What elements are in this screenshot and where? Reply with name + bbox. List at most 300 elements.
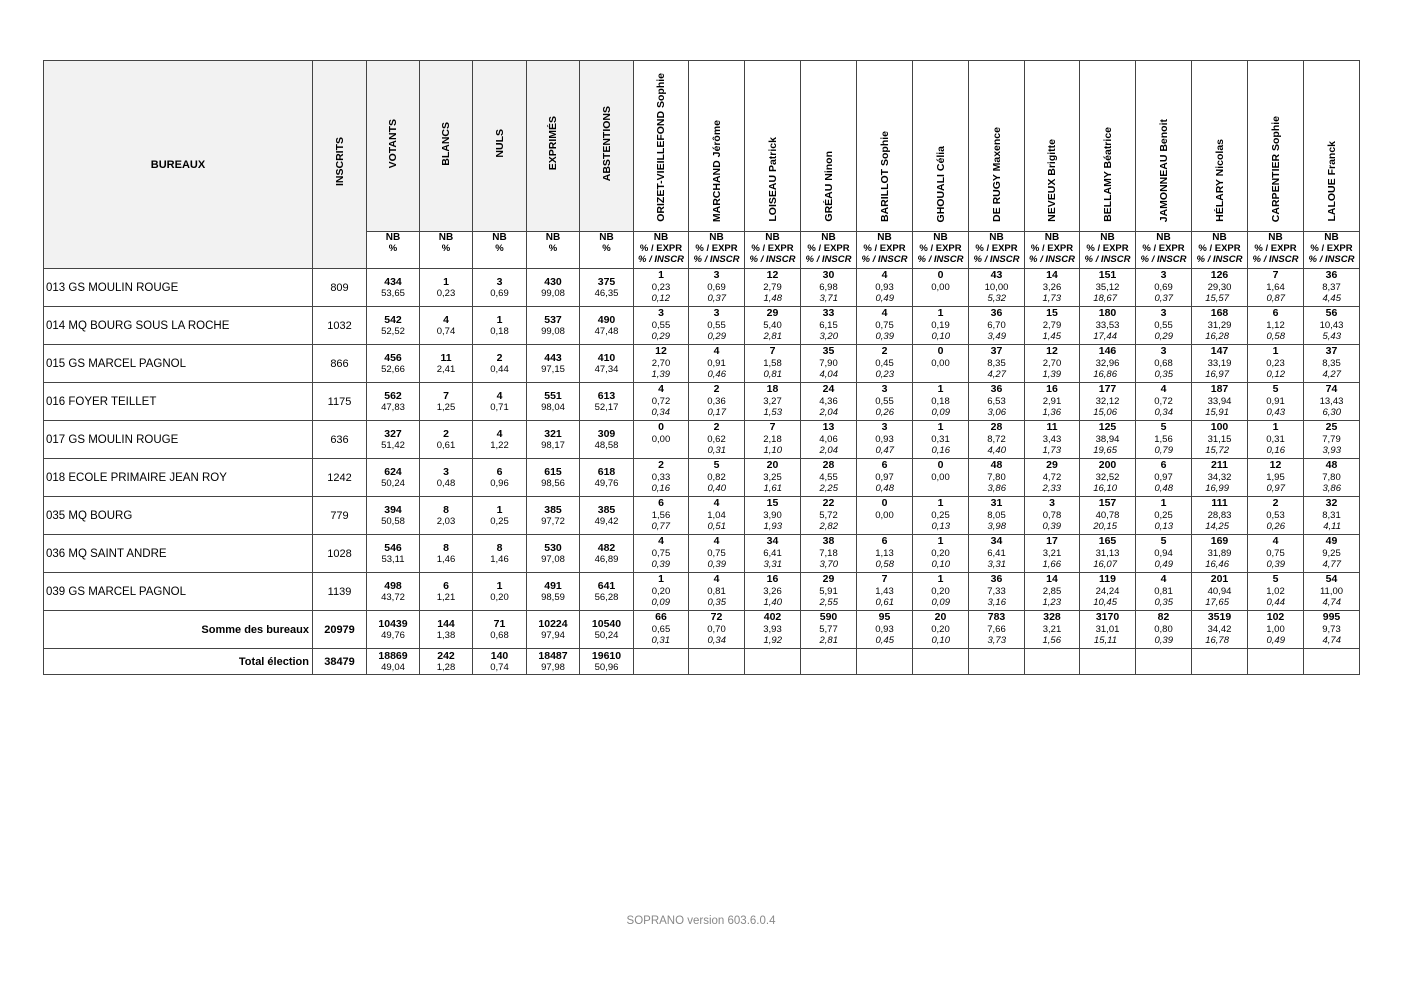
cand-count: 1 [937,497,944,509]
cand-pct-inscr: 16,99 [1205,483,1229,494]
stat-cell [473,535,527,573]
cand-count: 6 [1160,459,1167,471]
stat-count: 3 [443,465,449,478]
cand-pct-expr: 9,73 [1322,623,1341,635]
cand-pct-inscr: 1,39 [1042,369,1061,380]
cand-pct-expr: 0,93 [875,433,894,445]
cand-count: 0 [658,421,664,433]
cand-pct-inscr: 4,27 [1322,369,1341,380]
candidate-cell [913,421,969,459]
empty-cell [857,649,913,675]
sub-nb: NB [438,232,454,243]
cand-pct-expr: 33,94 [1207,395,1232,407]
cand-count: 0 [937,269,944,281]
cand-pct-inscr: 3,73 [987,635,1006,646]
cand-count: 2 [658,459,664,471]
cand-count: 43 [990,269,1003,281]
bureau-inscrits: 1032 [313,307,367,345]
cand-count: 48 [990,459,1003,471]
stat-cell [527,307,580,345]
stat-pct: 46,89 [594,553,619,565]
cand-pct-expr: 0,72 [1154,395,1173,407]
cand-pct-expr: 0,93 [875,623,894,635]
cand-pct-expr: 28,83 [1207,509,1232,521]
cand-count: 72 [710,611,723,623]
cand-pct-expr: 31,01 [1095,623,1120,635]
candidate-cell [1248,611,1304,649]
cand-count: 0 [937,459,944,471]
candidate-cell [689,383,745,421]
stat-cell [580,611,634,649]
cand-pct-expr: 38,94 [1095,433,1120,445]
cand-pct-expr: 8,35 [987,357,1006,369]
cand-count: 20 [766,459,779,471]
bureau-name: 035 MQ BOURG [44,497,313,535]
cand-pct-inscr: 1,45 [1042,331,1061,342]
cand-pct-expr: 7,80 [987,471,1006,483]
cand-pct-inscr: 0,10 [931,331,950,342]
stat-count: 530 [544,541,562,554]
cand-pct-inscr: 4,74 [1322,635,1341,646]
cand-pct-inscr: 1,53 [763,407,782,418]
sub-expr: % / EXPR [1254,243,1297,254]
candidate-cell [1304,573,1360,611]
cand-pct-expr: 33,19 [1207,357,1232,369]
sub-inscr: % / INSCR [1252,254,1299,265]
candidate-cell [689,535,745,573]
cand-count: 6 [658,497,664,509]
cand-pct-inscr: 0,34 [651,407,670,418]
cand-pct-expr: 0,55 [651,319,671,331]
header-candidate-3 [801,61,857,232]
cand-pct-expr: 0,68 [1154,357,1173,369]
stat-pct: 47,34 [594,363,619,375]
cand-count: 168 [1210,307,1229,319]
cand-count: 201 [1210,573,1229,585]
stat-pct: 98,59 [541,591,565,603]
candidate-cell [913,497,969,535]
stat-pct: 1,22 [490,439,509,451]
cand-pct-inscr: 6,30 [1322,407,1341,418]
stat-count: 546 [384,541,402,554]
stat-pct: 0,74 [436,325,456,337]
stat-count: 140 [490,649,509,662]
candidate-cell [1080,421,1136,459]
cand-pct-expr: 1,95 [1266,471,1285,483]
cand-pct-expr: 2,18 [763,433,782,445]
cand-pct-expr: 0,62 [707,433,726,445]
candidate-cell [1136,345,1192,383]
cand-count: 34 [990,535,1003,547]
candidate-cell [913,383,969,421]
sub-nb: NB [1156,232,1171,243]
cand-count: 4 [713,497,720,509]
stat-cell [420,307,473,345]
total-inscrits: 38479 [313,649,367,675]
candidate-cell [1248,497,1304,535]
cand-pct-expr: 0,81 [707,585,726,597]
cand-pct-expr: 3,43 [1042,433,1062,445]
cand-pct-expr: 0,31 [931,433,950,445]
cand-pct-expr: 6,70 [987,319,1006,331]
cand-pct-expr: 0,19 [931,319,950,331]
cand-pct-expr: 8,05 [987,509,1006,521]
results-table [43,60,1360,675]
bureau-inscrits: 1139 [313,573,367,611]
total-row [44,649,1360,675]
cand-pct-inscr: 1,92 [763,635,782,646]
candidate-cell [1304,269,1360,307]
stat-cell [367,649,420,675]
cand-pct-inscr: 0,49 [1154,559,1173,570]
cand-pct-expr: 0,20 [931,585,950,597]
cand-pct-expr: 0,72 [651,395,671,407]
cand-pct-expr: 34,32 [1207,471,1232,483]
bureau-inscrits: 1242 [313,459,367,497]
cand-pct-inscr: 1,56 [1042,635,1061,646]
cand-pct-expr: 32,52 [1095,471,1120,483]
sub-expr: % / EXPR [807,243,850,254]
stat-cell [367,383,420,421]
stat-count: 613 [597,389,616,402]
cand-pct-inscr: 0,97 [1266,483,1285,494]
cand-count: 17 [1046,535,1058,547]
cand-count: 4 [881,269,888,281]
stat-cell [367,611,420,649]
bureau-name: 016 FOYER TEILLET [44,383,313,421]
candidate-name: GHOUALI Célia [934,145,947,222]
stat-cell [367,535,420,573]
cand-pct-expr: 0,53 [1266,509,1285,521]
candidate-cell [634,269,689,307]
header-candidate-sub [1304,232,1360,269]
cand-pct-inscr [634,445,688,457]
candidate-cell [913,307,969,345]
header-stat-sub [420,232,473,269]
cand-pct-expr: 0,70 [707,623,726,635]
header-candidate-9 [1136,61,1192,232]
candidate-name: GRÉAU Ninon [822,151,835,222]
cand-count: 126 [1210,269,1229,281]
cand-count: 5 [1160,535,1167,547]
stat-count: 456 [384,351,402,364]
cand-pct-expr: 0,25 [1154,509,1173,521]
candidate-cell [634,421,689,459]
cand-pct-inscr: 1,66 [1042,559,1061,570]
cand-pct-expr: 0,33 [651,471,671,483]
empty-cell [1248,649,1304,675]
cand-pct-expr: 6,98 [819,281,838,293]
cand-pct-expr: 0,00 [931,357,950,369]
stat-cell [473,383,527,421]
cand-pct-expr: 9,25 [1322,547,1341,559]
stat-count: 242 [437,649,455,662]
stat-pct: 47,48 [594,325,619,337]
header-candidate-10 [1192,61,1248,232]
candidate-cell [745,383,801,421]
cand-count: 3 [1049,497,1055,509]
candidate-cell [801,383,857,421]
sub-inscr: % / INSCR [1029,254,1075,265]
candidate-cell [745,573,801,611]
cand-pct-expr: 13,43 [1319,395,1344,407]
cand-pct-inscr: 20,15 [1093,521,1117,532]
stat-count: 11 [440,351,452,364]
stat-cell [580,383,634,421]
stat-count: 490 [597,313,616,326]
candidate-cell [969,383,1025,421]
bureau-name: 036 MQ SAINT ANDRE [44,535,313,573]
candidate-name: ORIZET-VIEILLEFOND Sophie [655,73,667,222]
cand-pct-inscr: 1,36 [1042,407,1061,418]
candidate-cell [1025,383,1080,421]
stat-pct: 98,56 [541,477,565,489]
cand-pct-inscr: 0,16 [651,483,670,494]
candidate-cell [1304,345,1360,383]
cand-count: 147 [1210,345,1229,357]
stat-count: 7 [443,389,449,402]
cand-count: 48 [1325,459,1338,471]
cand-pct-expr: 3,27 [763,395,782,407]
cand-pct-inscr: 0,10 [931,559,950,570]
header-stat-2 [473,61,527,232]
cand-pct-inscr: 0,35 [1154,597,1173,608]
cand-pct-inscr: 5,32 [987,293,1006,304]
cand-pct-inscr: 0,37 [1154,293,1173,304]
empty-cell [969,649,1025,675]
cand-pct-expr: 10,43 [1319,319,1344,331]
candidate-cell [969,345,1025,383]
sub-expr: % / EXPR [751,243,794,254]
header-candidate-sub [857,232,913,269]
sum-label: Somme des bureaux [44,611,313,649]
stat-cell [473,421,527,459]
cand-pct-expr: 5,77 [819,623,838,635]
header-candidate-sub [1080,232,1136,269]
cand-count: 328 [1043,611,1061,623]
cand-count: 33 [822,307,835,319]
cand-pct-expr: 7,33 [987,585,1006,597]
stat-cell [473,459,527,497]
stat-pct: 0,69 [490,287,509,299]
stat-count: 385 [544,503,562,516]
candidate-cell [1248,345,1304,383]
cand-count: 29 [766,307,779,319]
cand-pct-expr: 35,12 [1095,281,1120,293]
candidate-cell [1025,497,1080,535]
stat-count: 394 [384,503,402,516]
header-candidate-6 [969,61,1025,232]
stat-count: 537 [544,313,562,326]
cand-count: 12 [1046,345,1058,357]
cand-pct-inscr: 0,43 [1266,407,1285,418]
stat-pct: 46,35 [594,287,619,299]
cand-pct-expr: 33,53 [1095,319,1120,331]
cand-pct-inscr: 0,45 [875,635,894,646]
cand-pct-inscr: 17,65 [1205,597,1229,608]
stat-count: 562 [384,389,402,402]
header-candidate-sub [1025,232,1080,269]
cand-pct-inscr: 17,44 [1093,331,1117,342]
cand-pct-inscr: 0,46 [707,369,726,380]
cand-count: 146 [1098,345,1117,357]
stat-pct: 50,58 [381,515,405,527]
cand-count: 4 [1160,573,1167,585]
bureau-inscrits: 1028 [313,535,367,573]
candidate-cell [634,459,689,497]
header-candidate-sub [801,232,857,269]
empty-cell [1136,649,1192,675]
cand-pct-inscr: 3,20 [819,331,838,342]
candidate-cell [1192,497,1248,535]
cand-count: 157 [1098,497,1117,509]
cand-pct-inscr: 16,97 [1205,369,1229,380]
candidate-cell [1080,459,1136,497]
cand-count: 4 [658,383,664,395]
stat-count: 1 [496,579,503,592]
cand-pct-inscr: 14,25 [1205,521,1229,532]
header-candidate-2 [745,61,801,232]
cand-pct-expr: 0,23 [1266,357,1285,369]
cand-pct-inscr: 0,17 [707,407,726,418]
stat-cell [367,421,420,459]
empty-cell [801,649,857,675]
candidate-cell [1136,269,1192,307]
candidate-cell [1248,307,1304,345]
cand-count: 1 [937,421,944,433]
cand-count: 2 [713,383,720,395]
candidate-cell [857,383,913,421]
cand-pct-inscr: 0,79 [1154,445,1173,456]
bureau-name: 039 GS MARCEL PAGNOL [44,573,313,611]
cand-pct-inscr: 0,58 [1266,331,1285,342]
candidate-cell [1304,611,1360,649]
cand-count: 3170 [1095,611,1120,623]
candidate-cell [1304,459,1360,497]
cand-pct-inscr: 0,39 [707,559,726,570]
cand-pct-expr: 8,31 [1322,509,1341,521]
cand-pct-inscr: 1,10 [763,445,782,456]
header-candidate-11 [1248,61,1304,232]
cand-count: 18 [766,383,779,395]
cand-pct-expr: 0,00 [931,471,950,483]
sub-expr: % / EXPR [919,243,962,254]
sub-inscr: % / INSCR [638,254,684,265]
cand-pct-inscr: 0,12 [1266,369,1285,380]
header-candidate-sub [1192,232,1248,269]
stat-pct: 0,68 [490,629,509,641]
cand-count: 6 [881,535,888,547]
stat-count: 624 [384,465,402,478]
cand-count: 49 [1325,535,1338,547]
candidate-name: JAMONNEAU Benoit [1157,118,1170,222]
bureau-inscrits: 636 [313,421,367,459]
stat-cell [367,459,420,497]
stat-pct: 0,74 [490,661,509,673]
sub-inscr: % / INSCR [805,254,852,265]
cand-pct-inscr: 0,26 [875,407,894,418]
stat-pct: 2,03 [436,515,456,527]
cand-pct-expr: 0,69 [707,281,726,293]
cand-count: 5 [1272,573,1279,585]
cand-count: 6 [1272,307,1279,319]
candidate-cell [1025,345,1080,383]
header-candidate-0 [634,61,689,232]
cand-count: 82 [1157,611,1170,623]
cand-count: 35 [822,345,835,357]
cand-pct-inscr: 0,58 [875,559,894,570]
stat-cell [367,307,420,345]
stat-count: 6 [496,465,503,478]
stat-cell [367,269,420,307]
cand-pct-inscr: 2,81 [819,635,838,646]
cand-pct-inscr: 0,39 [1042,521,1061,532]
candidate-name: DE RUGY Maxence [990,127,1003,222]
cand-pct-inscr: 16,86 [1093,369,1117,380]
cand-pct-expr: 32,96 [1095,357,1120,369]
stat-pct: 97,98 [541,661,565,673]
candidate-cell [634,345,689,383]
stat-count: 18869 [378,649,408,662]
stat-cell [580,535,634,573]
candidate-cell [1304,497,1360,535]
cand-pct-expr: 0,00 [651,433,671,445]
candidate-cell [913,345,969,383]
stat-count: 615 [544,465,562,478]
cand-pct-inscr: 19,65 [1093,445,1117,456]
candidate-cell [1080,307,1136,345]
header-stat-sub [473,232,527,269]
stat-pct: 0,18 [490,325,509,337]
cand-count: 165 [1098,535,1117,547]
candidate-name: LOISEAU Patrick [766,137,779,222]
stat-pct: 1,21 [436,591,456,603]
candidate-cell [634,611,689,649]
cand-pct-inscr: 4,45 [1322,293,1341,304]
cand-count: 402 [763,611,782,623]
candidate-cell [801,307,857,345]
cand-pct-expr: 1,56 [1154,433,1173,445]
cand-count: 7 [1272,269,1279,281]
cand-pct-expr: 0,18 [931,395,950,407]
stat-count: 10224 [538,617,568,630]
stat-pct: 52,66 [381,363,405,375]
stat-pct: 50,24 [381,477,405,489]
stat-cell [473,307,527,345]
candidate-name: BARILLOT Sophie [878,131,891,222]
sub-expr: % / EXPR [863,243,906,254]
cand-pct-inscr: 0,26 [1266,521,1285,532]
stat-pct: 0,48 [436,477,456,489]
candidate-cell [1192,535,1248,573]
cand-count: 1 [937,573,944,585]
cand-pct-expr: 5,91 [819,585,838,597]
cand-count: 4 [713,573,720,585]
cand-pct-expr: 0,81 [1154,585,1173,597]
candidate-cell [634,497,689,535]
cand-pct-expr: 0,55 [1154,319,1173,331]
stat-pct: 1,38 [436,629,456,641]
candidate-cell [857,345,913,383]
cand-count: 1 [937,383,944,395]
sub-expr: % / EXPR [1086,243,1129,254]
header-bureaux [44,61,313,269]
cand-count: 125 [1098,421,1117,433]
cand-count: 5 [713,459,720,471]
stat-count: 542 [384,313,402,326]
candidate-cell [689,611,745,649]
cand-count: 151 [1098,269,1117,281]
